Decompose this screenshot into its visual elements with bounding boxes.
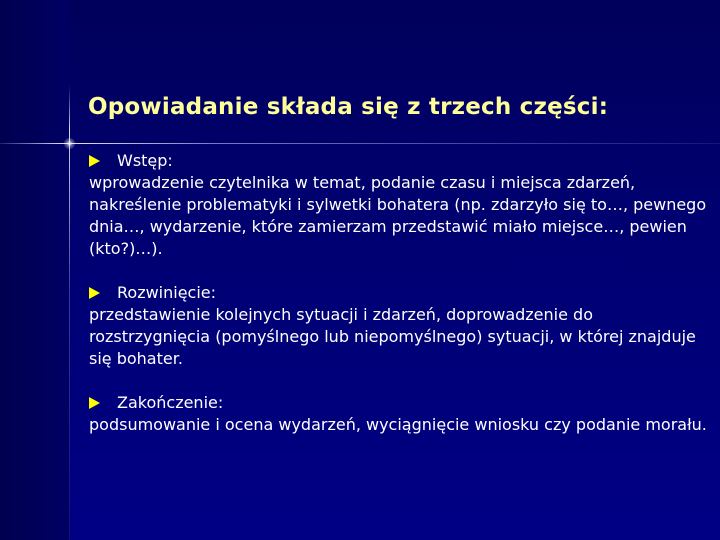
section-intro — [89, 150, 709, 260]
section-heading-label: Zakończenie: — [117, 393, 224, 412]
horizontal-accent-line — [0, 143, 720, 144]
arrow-bullet-icon — [89, 287, 100, 299]
sparkle-icon — [64, 138, 75, 149]
section-development — [89, 282, 709, 370]
arrow-bullet-icon — [89, 397, 100, 409]
slide-title: Opowiadanie składa się z trzech części: — [88, 94, 609, 120]
vertical-accent-line — [69, 85, 70, 540]
section-heading — [89, 150, 709, 172]
section-heading — [89, 392, 709, 414]
arrow-bullet-icon — [89, 155, 100, 167]
section-ending — [89, 392, 709, 436]
section-heading-label: Rozwinięcie: — [117, 283, 217, 302]
section-heading — [89, 282, 709, 304]
section-body: wprowadzenie czytelnika w temat, podanie czasu i miejsca zdarzeń, nakreślenie problematyki i sylwetki bohatera (np. zdarzyło się to…, pewnego dnia…, wydarzenie, które zamierzam przedstawić miało miejsce…, pewien (kto?)…). — [89, 173, 707, 258]
section-heading-label: Wstęp: — [117, 151, 173, 170]
section-body: podsumowanie i ocena wydarzeń, wyciągnięcie wniosku czy podanie morału. — [89, 415, 707, 434]
section-body: przedstawienie kolejnych sytuacji i zdarzeń, doprowadzenie do rozstrzygnięcia (pomyślnego lub niepomyślnego) sytuacji, w której znajduje się bohater. — [89, 305, 696, 368]
slide-content — [89, 150, 709, 458]
left-decorative-panel — [0, 0, 70, 540]
